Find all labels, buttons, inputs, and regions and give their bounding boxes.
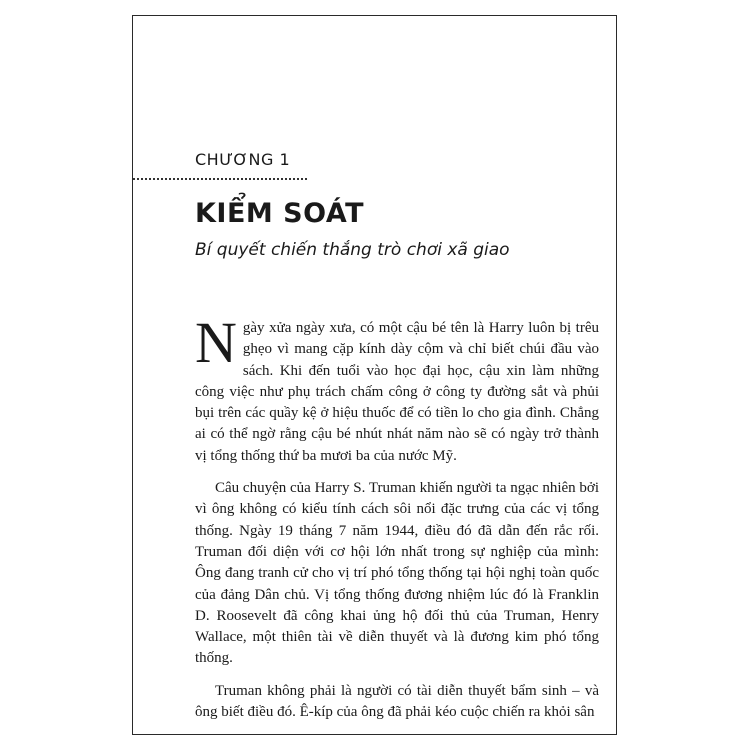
body-text <box>195 310 599 734</box>
paragraph-1 <box>195 310 599 467</box>
drop-cap: N <box>195 310 237 375</box>
chapter-title: KIỂM SOÁT <box>195 198 365 229</box>
chapter-subtitle: Bí quyết chiến thắng trò chơi xã giao <box>195 240 510 260</box>
paragraph-2: Câu chuyện của Harry S. Truman khiến người ta ngạc nhiên bởi vì ông không có kiểu tính cách sôi nổi đặc trưng của các vị tổng thống. Ngày 19 tháng 7 năm 1944, điều đó đã dẫn đến rắc rối. Truman đối diện với cơ hội lớn nhất trong sự nghiệp của mình: Ông đang tranh cử cho vị trí phó tổng thống tại hội nghị toàn quốc của đảng Dân chủ. Vị tổng thống đương nhiệm lúc đó là Franklin D. Roosevelt đã công khai ủng hộ đối thủ của Truman, Henry Wallace, một thiên tài về diễn thuyết và là đương kim phó tổng thống. <box>195 480 599 667</box>
book-page <box>132 15 617 735</box>
paragraph-1-text: gày xửa ngày xưa, có một cậu bé tên là Harry luôn bị trêu ghẹo vì mang cặp kính dày cộm và chỉ biết chúi đầu vào sách. Khi đến tuổi vào học đại học, cậu xin làm những công việc như phụ trách chấm công ở công ty đường sắt và phủi bụi trên các quầy kệ ở hiệu thuốc để có tiền lo cho gia đình. Chẳng ai có thể ngờ rằng cậu bé nhút nhát năm nào sẽ có ngày trở thành vị tổng thống thứ ba mươi ba của nước Mỹ. <box>195 320 599 464</box>
chapter-number: CHƯƠNG 1 <box>195 150 291 169</box>
paragraph-3: Truman không phải là người có tài diễn thuyết bẩm sinh – và ông biết điều đó. Ê-kíp của ông đã phải kéo cuộc chiến ra khỏi sân <box>195 682 599 721</box>
chapter-divider <box>133 178 307 180</box>
